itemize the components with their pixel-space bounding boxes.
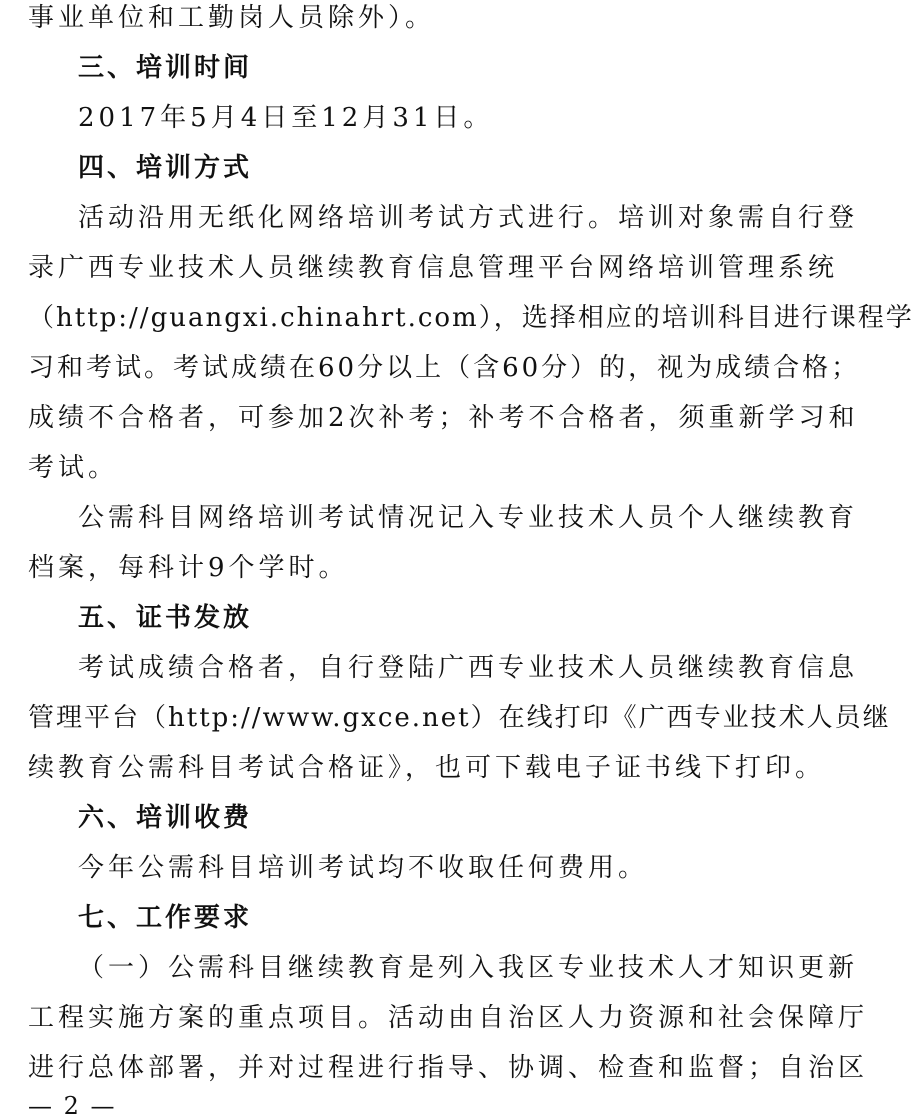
paragraph-line: 录广西专业技术人员继续教育信息管理平台网络培训管理系统 — [28, 253, 839, 283]
section-heading-training-time: 三、培训时间 — [78, 53, 253, 83]
paragraph-line: 今年公需科目培训考试均不收取任何费用。 — [78, 853, 649, 883]
paragraph-line: 习和考试。考试成绩在60分以上（含60分）的，视为成绩合格； — [28, 353, 861, 383]
paragraph-line: 考试成绩合格者，自行登陆广西专业技术人员继续教育信息 — [78, 653, 859, 683]
page-number: — 2 — — [28, 1092, 117, 1120]
paragraph-line: 档案，每科计9个学时。 — [28, 553, 349, 583]
paragraph-line: 进行总体部署，并对过程进行指导、协调、检查和监督；自治区 — [28, 1053, 869, 1083]
paragraph-line-url: （http://guangxi.chinahrt.com），选择相应的培训科目进行课程学 — [28, 303, 914, 333]
paragraph-line-url: 管理平台（http://www.gxce.net）在线打印《广西专业技术人员继 — [28, 703, 891, 733]
section-heading-training-method: 四、培训方式 — [78, 153, 253, 183]
paragraph-line: 工程实施方案的重点项目。活动由自治区人力资源和社会保障厅 — [28, 1003, 869, 1033]
paragraph-line: 成绩不合格者，可参加2次补考；补考不合格者，须重新学习和 — [28, 403, 859, 433]
paragraph-line: （一）公需科目继续教育是列入我区专业技术人才知识更新 — [78, 953, 859, 983]
section-heading-fees: 六、培训收费 — [78, 803, 253, 833]
paragraph-line: 考试。 — [28, 453, 119, 483]
paragraph-line: 事业单位和工勤岗人员除外）。 — [28, 3, 436, 33]
paragraph-line: 续教育公需科目考试合格证》，也可下载电子证书线下打印。 — [28, 753, 826, 783]
paragraph-line: 公需科目网络培训考试情况记入专业技术人员个人继续教育 — [78, 503, 859, 533]
section-heading-certificate: 五、证书发放 — [78, 603, 253, 633]
paragraph-line: 活动沿用无纸化网络培训考试方式进行。培训对象需自行登 — [78, 203, 859, 233]
training-date-line: 2017年5月4日至12月31日。 — [78, 103, 494, 133]
section-heading-work-requirements: 七、工作要求 — [78, 903, 253, 933]
